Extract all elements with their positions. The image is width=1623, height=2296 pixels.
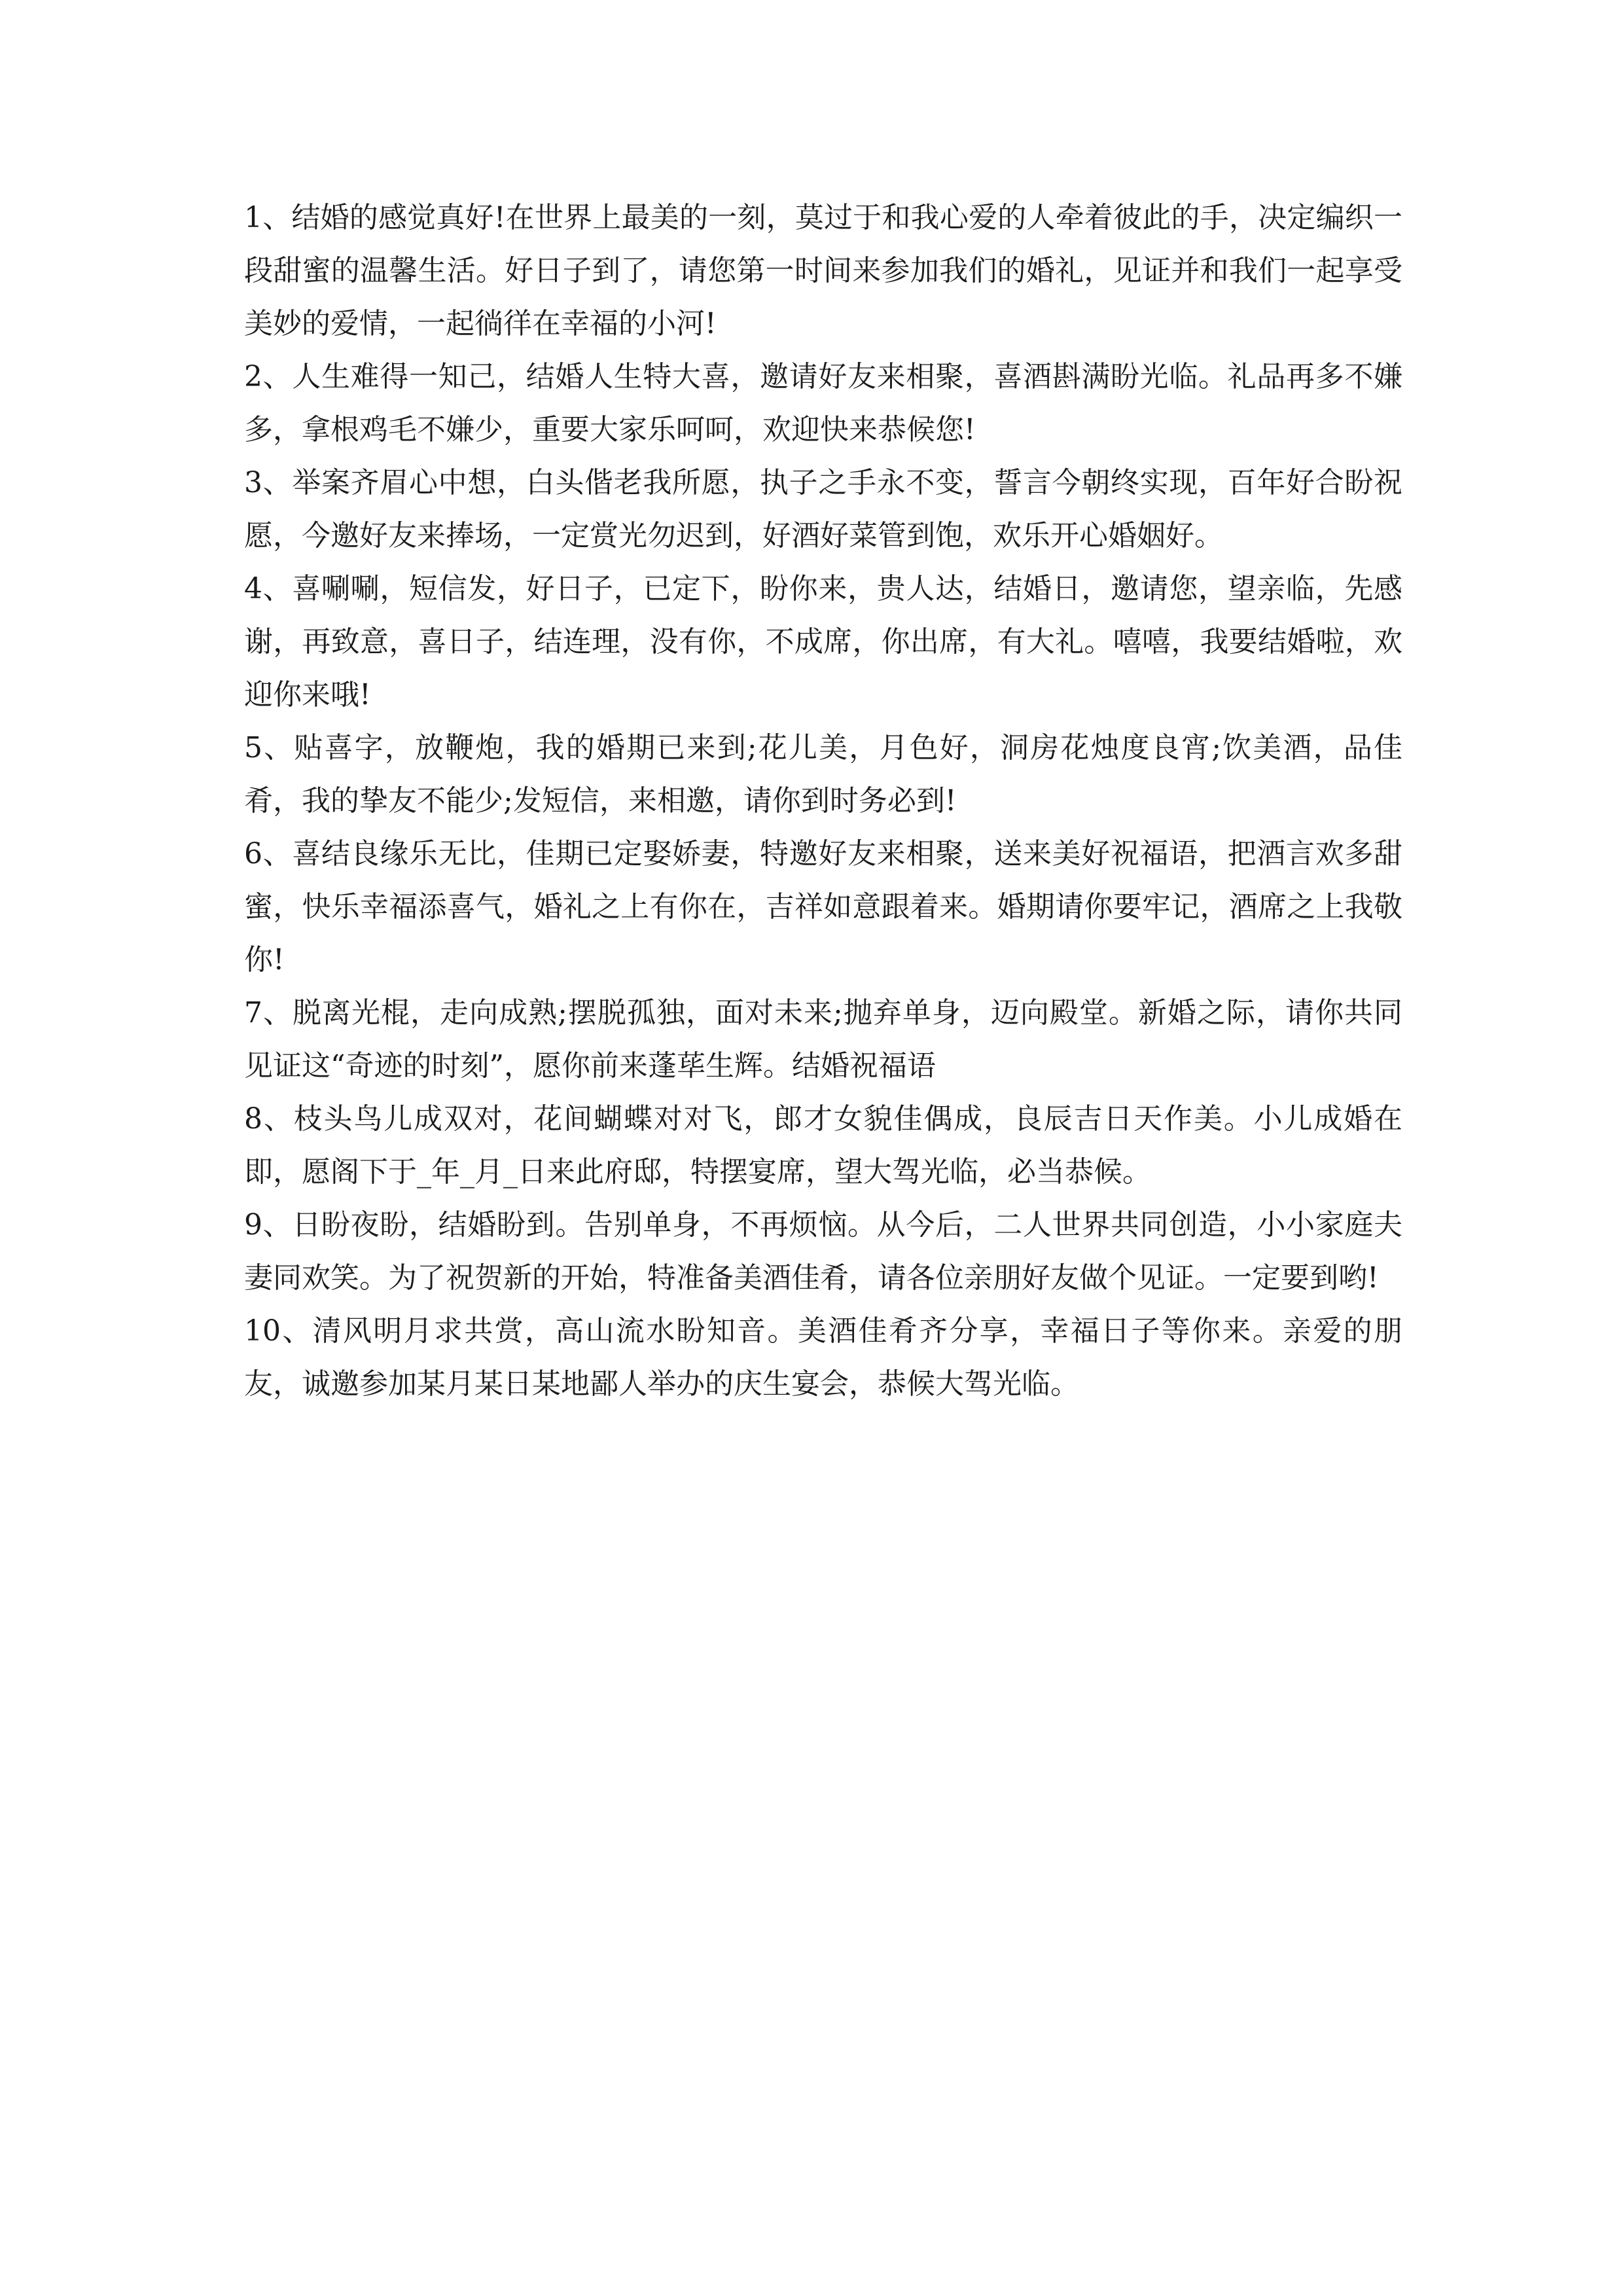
paragraph-5: 5、贴喜字，放鞭炮，我的婚期已来到;花儿美，月色好，洞房花烛度良宵;饮美酒，品佳肴，我的挚友不能少;发短信，来相邀，请你到时务必到!: [244, 731, 1402, 817]
paragraph-2: 2、人生难得一知己，结婚人生特大喜，邀请好友来相聚，喜酒斟满盼光临。礼品再多不嫌多，拿根鸡毛不嫌少，重要大家乐呵呵，欢迎快来恭候您!: [244, 360, 1402, 446]
document-body: [244, 191, 1402, 1410]
paragraph-10: 10、清风明月求共赏，高山流水盼知音。美酒佳肴齐分享，幸福日子等你来。亲爱的朋友，诚邀参加某月某日某地鄙人举办的庆生宴会，恭候大驾光临。: [244, 1314, 1402, 1401]
paragraph-9: 9、日盼夜盼，结婚盼到。告别单身，不再烦恼。从今后，二人世界共同创造，小小家庭夫妻同欢笑。为了祝贺新的开始，特准备美酒佳肴，请各位亲朋好友做个见证。一定要到哟!: [244, 1208, 1402, 1295]
paragraph-8: 8、枝头鸟儿成双对，花间蝴蝶对对飞，郎才女貌佳偶成，良辰吉日天作美。小儿成婚在即，愿阁下于_年_月_日来此府邸，特摆宴席，望大驾光临，必当恭候。: [244, 1102, 1402, 1189]
paragraph-7: 7、脱离光棍，走向成熟;摆脱孤独，面对未来;抛弃单身，迈向殿堂。新婚之际，请你共同见证这“奇迹的时刻”，愿你前来蓬荜生辉。结婚祝福语: [244, 996, 1402, 1083]
paragraph-1: 1、结婚的感觉真好!在世界上最美的一刻，莫过于和我心爱的人牵着彼此的手，决定编织一段甜蜜的温馨生活。好日子到了，请您第一时间来参加我们的婚礼，见证并和我们一起享受美妙的爱情，一起徜徉在幸福的小河!: [244, 201, 1402, 340]
paragraph-6: 6、喜结良缘乐无比，佳期已定娶娇妻，特邀好友来相聚，送来美好祝福语，把酒言欢多甜蜜，快乐幸福添喜气，婚礼之上有你在，吉祥如意跟着来。婚期请你要牢记，酒席之上我敬你!: [244, 837, 1402, 977]
paragraph-4: 4、喜唰唰，短信发，好日子，已定下，盼你来，贵人达，结婚日，邀请您，望亲临，先感谢，再致意，喜日子，结连理，没有你，不成席，你出席，有大礼。嘻嘻，我要结婚啦，欢迎你来哦!: [244, 572, 1402, 711]
paragraph-3: 3、举案齐眉心中想，白头偕老我所愿，执子之手永不变，誓言今朝终实现，百年好合盼祝愿，今邀好友来捧场，一定赏光勿迟到，好酒好菜管到饱，欢乐开心婚姻好。: [244, 466, 1402, 552]
